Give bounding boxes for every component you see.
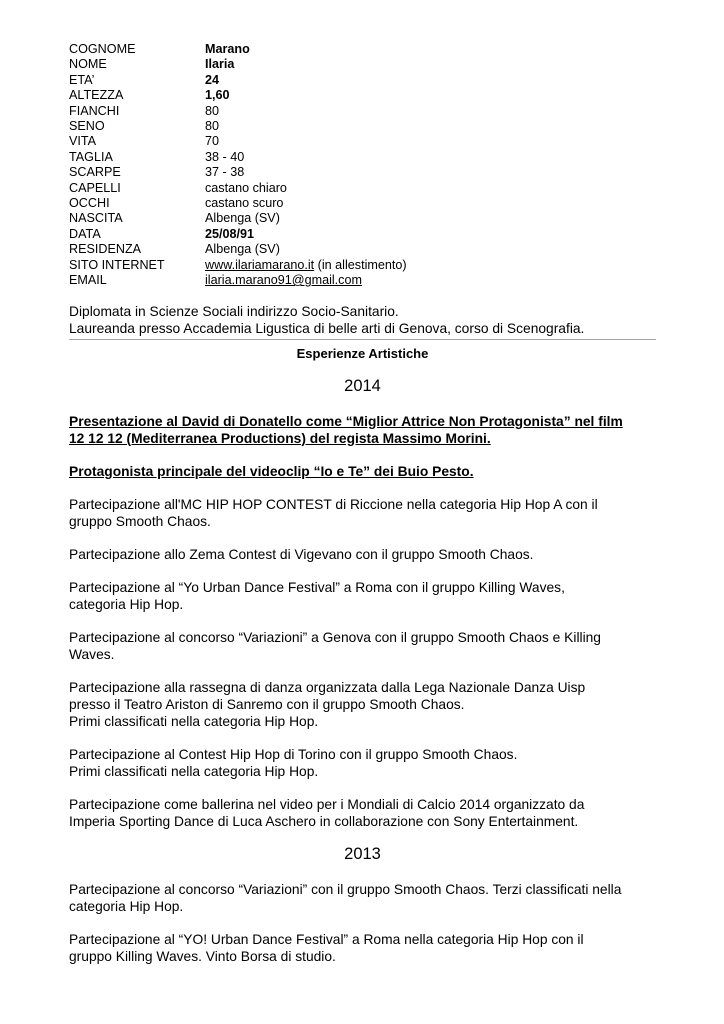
- info-row: [69, 119, 407, 134]
- info-value: 38 - 40: [205, 149, 245, 164]
- info-value: Albenga (SV): [205, 211, 280, 226]
- info-label: SCARPE: [69, 165, 121, 180]
- info-row: [69, 196, 407, 211]
- year-heading: 2014: [344, 376, 381, 395]
- experience-line: Waves.: [69, 646, 115, 662]
- experience-item: [69, 796, 656, 830]
- education-line: Diplomata in Scienze Sociali indirizzo Socio-Sanitario.: [69, 303, 399, 319]
- info-value: [205, 258, 407, 273]
- info-label: OCCHI: [69, 196, 110, 211]
- info-value: 70: [205, 134, 220, 149]
- personal-info-table: [69, 42, 407, 289]
- info-value: 1,60: [205, 88, 230, 103]
- experience-list: [69, 376, 656, 965]
- experience-item: [69, 931, 656, 965]
- info-label: SENO: [69, 119, 105, 134]
- info-row: [69, 165, 407, 180]
- experience-line: Primi classificati nella categoria Hip Hop.: [69, 713, 319, 729]
- experience-line: Presentazione al David di Donatello come “Miglior Attrice Non Protagonista” nel film: [69, 413, 623, 429]
- info-label: TAGLIA: [69, 149, 113, 164]
- info-value: Albenga (SV): [205, 242, 280, 257]
- info-label: VITA: [69, 134, 97, 149]
- info-value: Ilaria: [205, 57, 235, 72]
- info-label: COGNOME: [69, 42, 136, 56]
- info-value: castano scuro: [205, 196, 284, 211]
- info-label: CAPELLI: [69, 180, 121, 195]
- experience-line: presso il Teatro Ariston di Sanremo con il gruppo Smooth Chaos.: [69, 696, 465, 712]
- year-heading: 2013: [344, 844, 381, 863]
- info-value: castano chiaro: [205, 180, 287, 195]
- info-row: [69, 181, 407, 196]
- info-label: ETA’: [69, 72, 95, 87]
- info-value: 80: [205, 119, 220, 134]
- experience-line: Partecipazione al concorso “Variazioni” a Genova con il gruppo Smooth Chaos e Killing: [69, 629, 601, 645]
- info-row: [69, 150, 407, 165]
- experience-line: Partecipazione all'MC HIP HOP CONTEST di Riccione nella categoria Hip Hop A con il: [69, 496, 598, 512]
- info-row-email: [69, 273, 407, 288]
- info-value: [205, 273, 407, 288]
- education-line: Laureanda presso Accademia Ligustica di belle arti di Genova, corso di Scenografia.: [69, 320, 585, 336]
- experience-line: Partecipazione come ballerina nel video per i Mondiali di Calcio 2014 organizzato da: [69, 796, 585, 812]
- experience-line: categoria Hip Hop.: [69, 898, 184, 914]
- info-value: Marano: [205, 42, 250, 56]
- website-link[interactable]: www.ilariamarano.it: [205, 257, 315, 272]
- info-row: [69, 227, 407, 242]
- experience-item: [69, 629, 656, 663]
- info-label: FIANCHI: [69, 103, 120, 118]
- info-label: RESIDENZA: [69, 242, 142, 257]
- cv-page: [69, 42, 656, 965]
- info-row: [69, 104, 407, 119]
- info-label: NASCITA: [69, 211, 123, 226]
- info-label: SITO INTERNET: [69, 257, 165, 272]
- info-label: DATA: [69, 226, 101, 241]
- email-link[interactable]: ilaria.marano91@gmail.com: [205, 273, 362, 288]
- experience-item: [69, 746, 656, 780]
- experience-line: Partecipazione al Contest Hip Hop di Torino con il gruppo Smooth Chaos.: [69, 746, 518, 762]
- experience-line: Partecipazione al concorso “Variazioni” con il gruppo Smooth Chaos. Terzi classificati nella: [69, 881, 622, 897]
- info-row: [69, 88, 407, 103]
- experience-line: gruppo Killing Waves. Vinto Borsa di studio.: [69, 948, 336, 964]
- education-block: [69, 303, 656, 337]
- experience-item: [69, 679, 656, 730]
- experience-line: categoria Hip Hop.: [69, 596, 184, 612]
- experience-line: gruppo Smooth Chaos.: [69, 513, 211, 529]
- experience-item: [69, 463, 656, 480]
- section-title: Esperienze Artistiche: [296, 345, 429, 361]
- info-label: ALTEZZA: [69, 88, 124, 103]
- experience-line: Imperia Sporting Dance di Luca Aschero in collaborazione con Sony Entertainment.: [69, 813, 579, 829]
- info-label: NOME: [69, 57, 107, 72]
- experience-item: [69, 546, 656, 563]
- section-divider: [69, 339, 656, 340]
- info-value: 25/08/91: [205, 226, 255, 241]
- experience-item: [69, 496, 656, 530]
- info-value: 80: [205, 103, 220, 118]
- info-row: [69, 57, 407, 72]
- experience-item: [69, 413, 656, 447]
- experience-line: Partecipazione allo Zema Contest di Vigevano con il gruppo Smooth Chaos.: [69, 546, 534, 562]
- website-note: (in allestimento): [314, 257, 407, 272]
- info-row-website: [69, 258, 407, 273]
- info-label: EMAIL: [69, 273, 107, 288]
- experience-line: Partecipazione alla rassegna di danza organizzata dalla Lega Nazionale Danza Uisp: [69, 679, 586, 695]
- experience-item: [69, 881, 656, 915]
- info-row: [69, 42, 407, 57]
- info-value: 24: [205, 72, 220, 87]
- experience-line: Primi classificati nella categoria Hip Hop.: [69, 763, 319, 779]
- info-row: [69, 211, 407, 226]
- info-row: [69, 134, 407, 149]
- experience-line: 12 12 12 (Mediterranea Productions) del regista Massimo Morini.: [69, 430, 491, 446]
- experience-line: Partecipazione al “Yo Urban Dance Festival” a Roma con il gruppo Killing Waves,: [69, 579, 565, 595]
- info-row: [69, 73, 407, 88]
- experience-item: [69, 579, 656, 613]
- info-value: 37 - 38: [205, 165, 245, 180]
- info-row: [69, 242, 407, 257]
- experience-line: Partecipazione al “YO! Urban Dance Festival” a Roma nella categoria Hip Hop con il: [69, 931, 584, 947]
- experience-line: Protagonista principale del videoclip “Io e Te” dei Buio Pesto.: [69, 463, 474, 479]
